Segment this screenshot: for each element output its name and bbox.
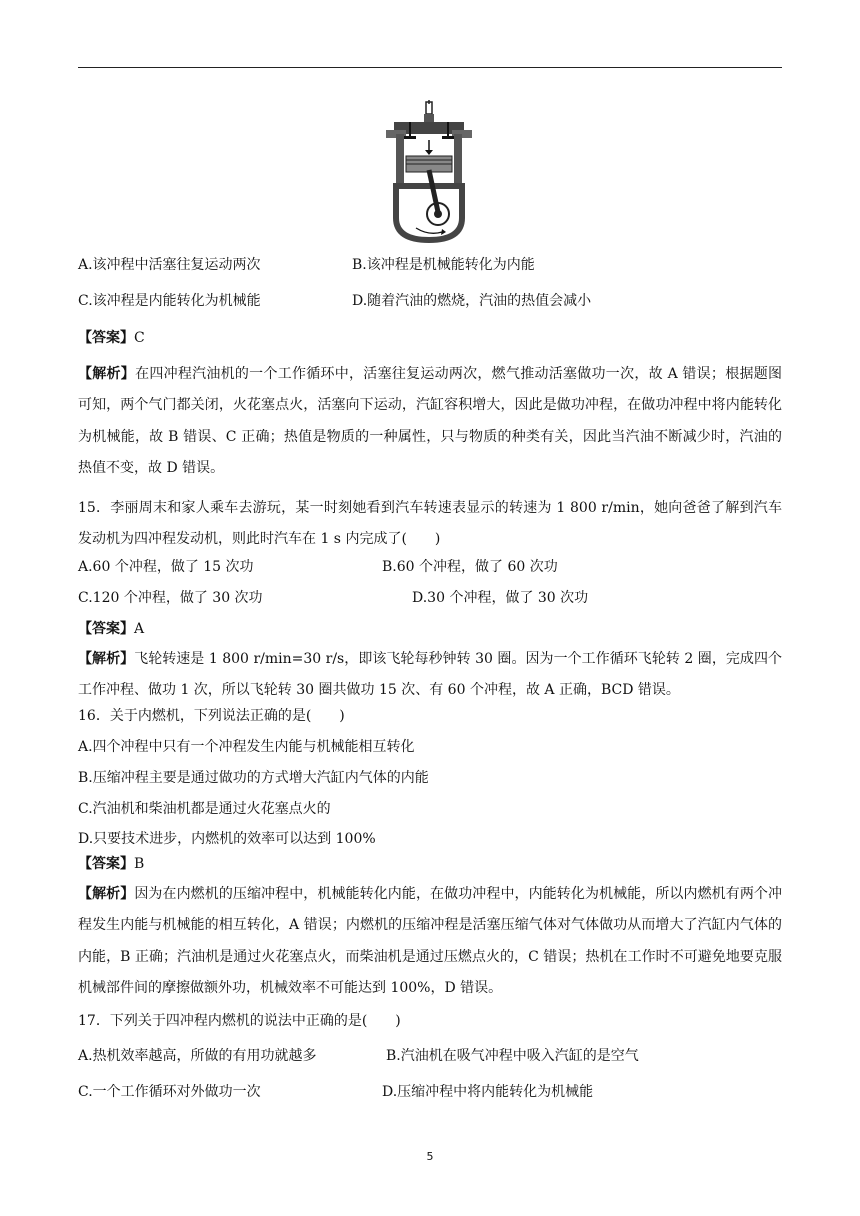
q14-option-d: D.随着汽油的燃烧，汽油的热值会减小 [352,293,592,309]
q16-analysis: 【解析】因为在内燃机的压缩冲程中，机械能转化内能，在做功冲程中，内能转化为机械能，所以内燃机有两个冲程发生内能与机械能的相互转化，A 错误；内燃机的压缩冲程是活塞压缩气体对气体做功从而增大了汽缸内气体的内能，B 正确；汽油机是通过火花塞点火，而柴油机是通过压燃点火的，C 错误；热机在工作时不可避免地要克服机械部件间的摩擦做额外功，机械效率不可能达到 100%，D 错误。 [78,886,782,996]
q15-analysis: 【解析】飞轮转速是 1 800 r/min=30 r/s，即该飞轮每秒钟转 30 圈。因为一个工作循环飞轮转 2 圈，完成四个工作冲程、做功 1 次，所以飞轮转 30 圈共做功 15 次、有 60 个冲程，故 A 正确，BCD 错误。 [78,651,782,699]
q15-option-a: A.60 个冲程，做了 15 次功 [78,559,254,575]
q15-option-c: C.120 个冲程，做了 30 次功 [78,590,263,606]
q17-option-d: D.压缩冲程中将内能转化为机械能 [382,1084,594,1100]
q16-stem: 16．关于内燃机，下列说法正确的是( ) [78,708,345,724]
header-rule [78,67,782,68]
q15-answer: 【答案】A [78,621,145,637]
q16-option-d: D.只要技术进步，内燃机的效率可以达到 100% [78,831,376,847]
q14-answer: 【答案】C [78,330,145,346]
q17-option-b: B.汽油机在吸气冲程中吸入汽缸的是空气 [386,1048,639,1064]
engine-cylinder-diagram [378,100,480,244]
q16-option-c: C.汽油机和柴油机都是通过火花塞点火的 [78,801,331,817]
q15-option-d: D.30 个冲程，做了 30 次功 [412,590,589,606]
q14-analysis: 【解析】在四冲程汽油机的一个工作循环中，活塞往复运动两次，燃气推动活塞做功一次，故 A 错误；根据题图可知，两个气门都关闭，火花塞点火，活塞向下运动，汽缸容积增大，因此是做功冲程，在做功冲程中将内能转化为机械能，故 B 错误、C 正确；热值是物质的一种属性，只与物质的种类有关，因此当汽油不断减少时，汽油的热值不变，故 D 错误。 [78,366,782,476]
q17-stem: 17．下列关于四冲程内燃机的说法中正确的是( ) [78,1013,401,1029]
q16-option-a: A.四个冲程中只有一个冲程发生内能与机械能相互转化 [78,739,415,755]
q14-option-b: B.该冲程是机械能转化为内能 [352,257,535,273]
q15-stem: 15．李丽周末和家人乘车去游玩，某一时刻她看到汽车转速表显示的转速为 1 800 r/min，她向爸爸了解到汽车发动机为四冲程发动机，则此时汽车在 1 s 内完成了( ) [78,500,782,548]
q16-answer: 【答案】B [78,856,145,872]
page-number: 5 [426,1150,434,1163]
q14-option-c: C.该冲程是内能转化为机械能 [78,293,261,309]
q17-option-a: A.热机效率越高，所做的有用功就越多 [78,1048,317,1064]
q17-option-c: C.一个工作循环对外做功一次 [78,1084,261,1100]
q16-option-b: B.压缩冲程主要是通过做功的方式增大汽缸内气体的内能 [78,770,429,786]
q15-option-b: B.60 个冲程，做了 60 次功 [382,559,558,575]
q14-option-a: A.该冲程中活塞往复运动两次 [78,257,261,273]
